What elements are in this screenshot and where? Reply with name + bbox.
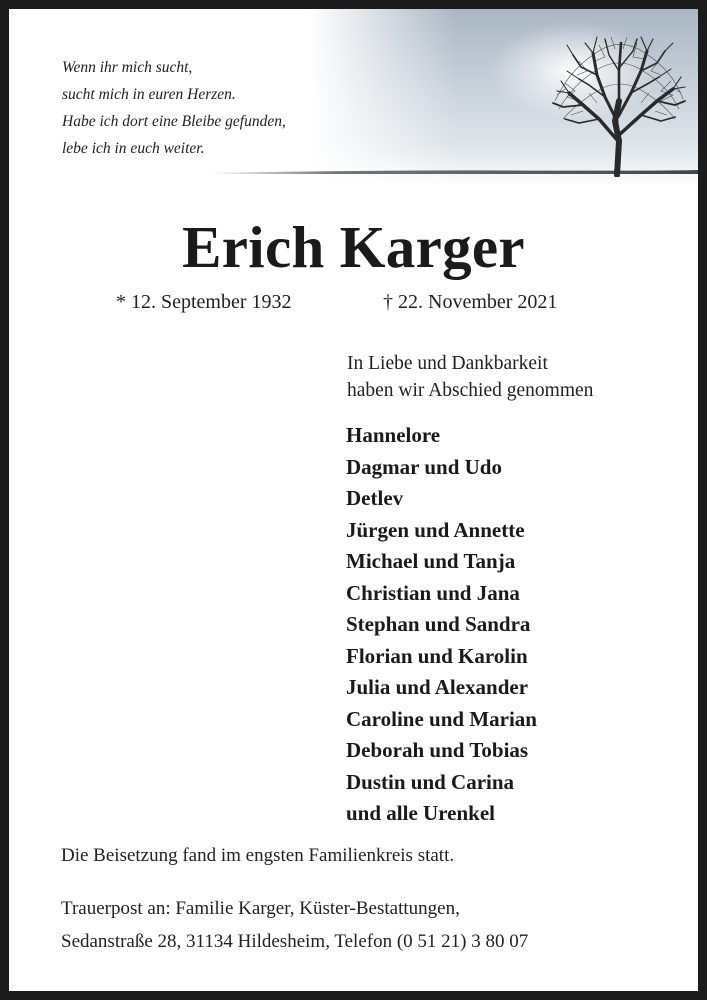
family-member: Florian und Karolin	[346, 643, 528, 668]
deceased-name: Erich Karger	[182, 214, 525, 280]
family-member: Detlev	[346, 486, 404, 510]
farewell-line: haben wir Abschied genommen	[347, 380, 594, 401]
poem-line: lebe ich in euch weiter.	[62, 140, 205, 157]
family-member: Stephan und Sandra	[346, 612, 531, 636]
poem	[62, 54, 286, 162]
family-member: Hannelore	[346, 423, 441, 447]
tree-icon	[549, 31, 689, 177]
poem-line: Habe ich dort eine Bleibe gefunden,	[62, 113, 286, 130]
family-member: Deborah und Tobias	[346, 738, 529, 762]
death-date: † 22. November 2021	[383, 291, 558, 313]
family-member: Dagmar und Udo	[346, 454, 502, 479]
poem-line: Wenn ihr mich sucht,	[62, 59, 193, 76]
farewell-line: In Liebe und Dankbarkeit	[347, 353, 548, 374]
family-member: Caroline und Marian	[346, 706, 537, 731]
burial-notice: Die Beisetzung fand im engsten Familienkreis statt.	[61, 845, 455, 866]
family-member: und alle Urenkel	[346, 801, 495, 825]
farewell-text	[347, 350, 593, 404]
address-line: Sedanstraße 28, 31134 Hildesheim, Telefon (0 51 21) 3 80 07	[61, 931, 529, 952]
family-list	[346, 420, 537, 830]
address-line: Trauerpost an: Familie Karger, Küster-Bestattungen,	[61, 898, 460, 919]
obituary-card	[9, 9, 698, 991]
mourning-mail-address	[61, 892, 528, 958]
family-member: Dustin und Carina	[346, 769, 515, 794]
family-member: Christian und Jana	[346, 580, 520, 605]
poem-line: sucht mich in euren Herzen.	[62, 86, 236, 103]
family-member: Michael und Tanja	[346, 549, 516, 573]
family-member: Julia und Alexander	[346, 675, 529, 699]
birth-date: * 12. September 1932	[116, 291, 292, 313]
family-member: Jürgen und Annette	[346, 517, 525, 542]
